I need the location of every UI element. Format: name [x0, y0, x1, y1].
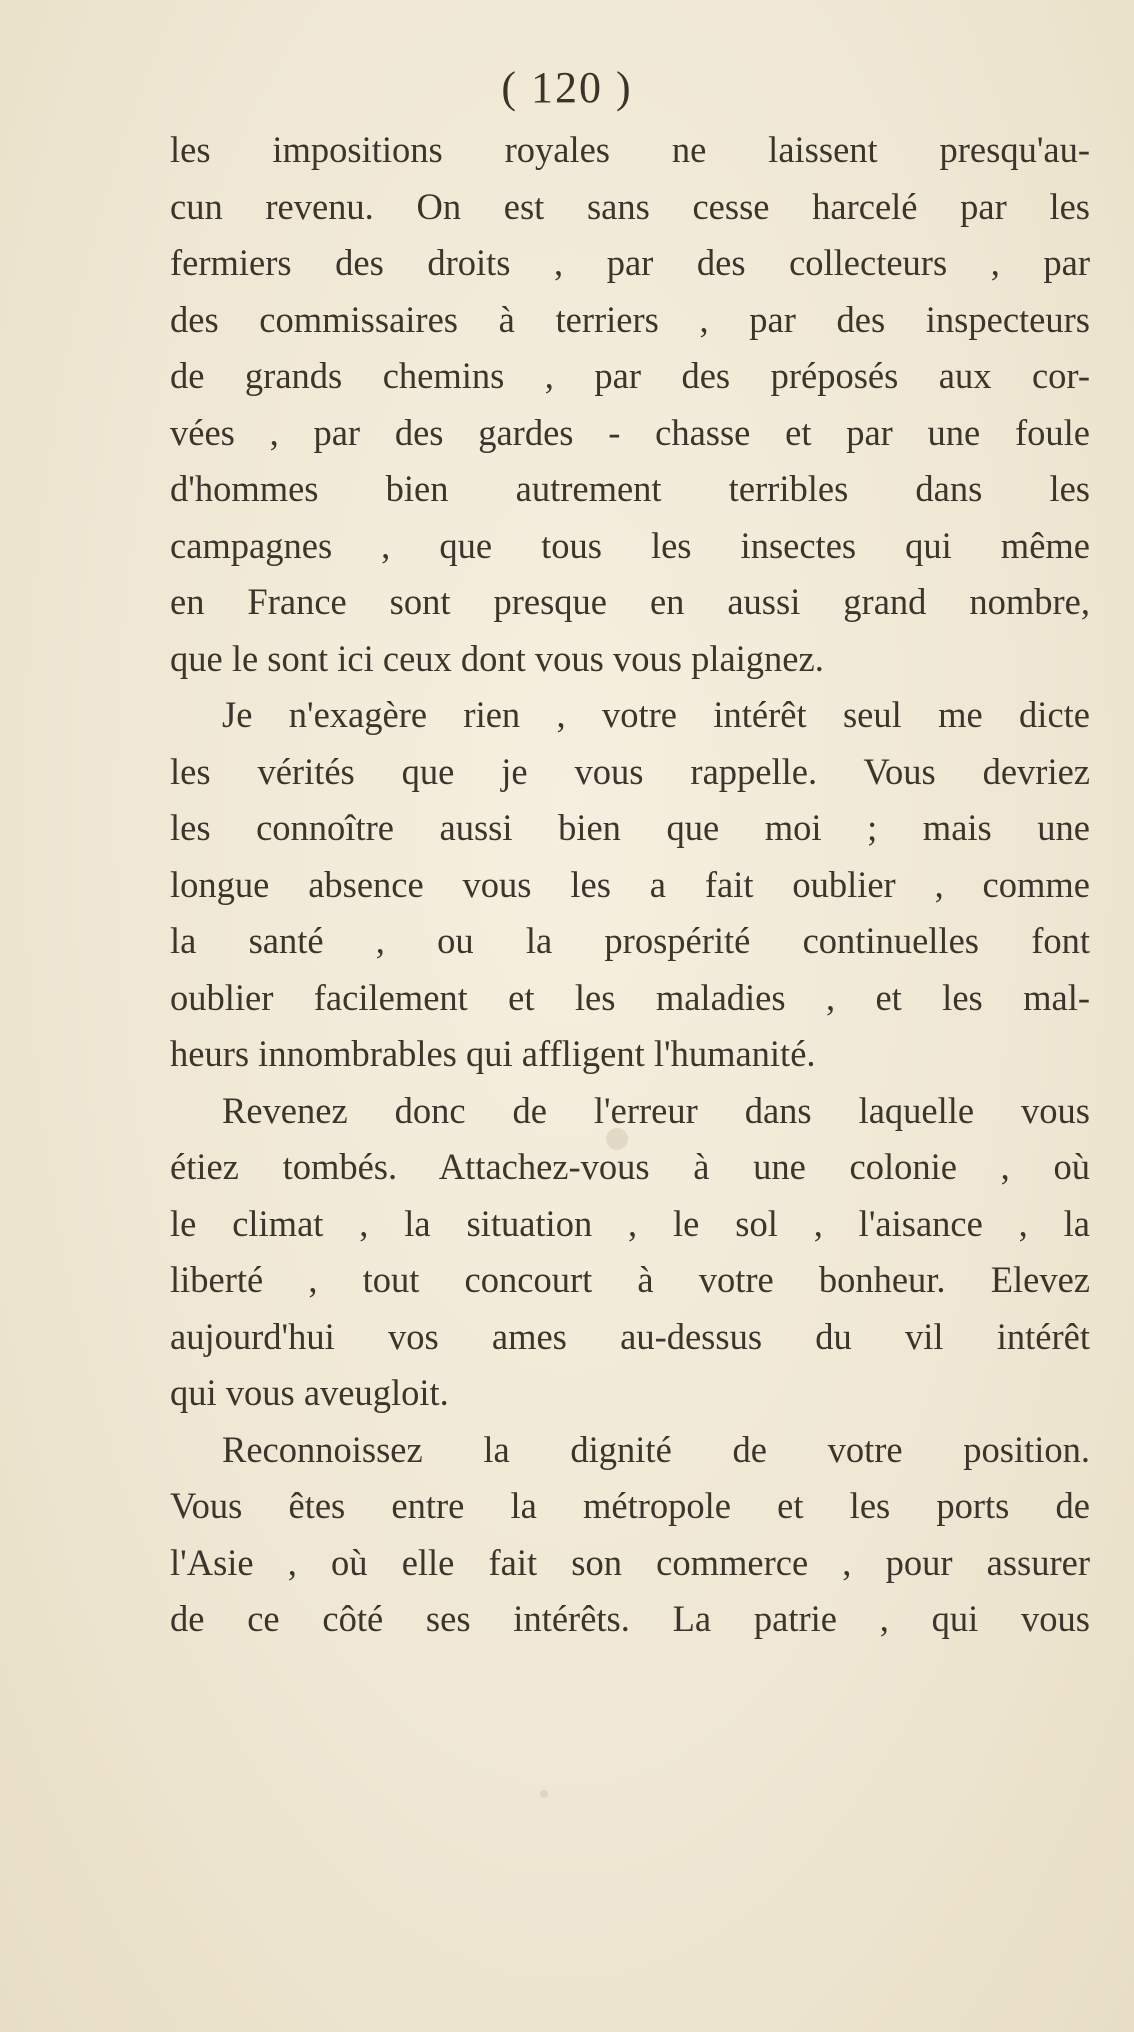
- text-line: d'hommes bien autrement terribles dans les: [170, 468, 1090, 509]
- text-line: cun revenu. On est sans cesse harcelé par les: [170, 185, 1090, 227]
- text-line: Vous êtes entre la métropole et les ports de: [170, 1485, 1090, 1526]
- text-line: la santé , ou la prospérité continuelles font: [170, 920, 1090, 961]
- text-line: en France sont presque en aussi grand nombre,: [170, 581, 1090, 622]
- text-line: heurs innombrables qui affligent l'humanité.: [170, 1033, 816, 1074]
- text-line: aujourd'hui vos ames au-dessus du vil intérêt: [170, 1315, 1090, 1357]
- text-line: vées , par des gardes - chasse et par une foule: [170, 411, 1090, 453]
- text-line: fermiers des droits , par des collecteurs , par: [170, 242, 1090, 283]
- page-number: ( 120 ): [501, 63, 633, 112]
- text-line: de ce côté ses intérêts. La patrie , qui vous: [170, 1598, 1090, 1639]
- text-line: oublier facilement et les maladies , et les mal-: [170, 976, 1090, 1018]
- text-line: l'Asie , où elle fait son commerce , pour assurer: [170, 1541, 1090, 1583]
- text-line: le climat , la situation , le sol , l'aisance , la: [170, 1202, 1090, 1244]
- text-line: longue absence vous les a fait oublier , comme: [170, 863, 1090, 905]
- text-line: qui vous aveugloit.: [170, 1372, 449, 1413]
- text-line: les vérités que je vous rappelle. Vous devriez: [170, 750, 1090, 792]
- text-line: Revenez donc de l'erreur dans laquelle vous: [222, 1089, 1090, 1131]
- text-line: des commissaires à terriers , par des inspecteurs: [170, 298, 1090, 340]
- paragraph: [170, 1422, 1090, 1648]
- text-line: de grands chemins , par des préposés aux cor-: [170, 355, 1090, 396]
- page-body: [170, 122, 1090, 1648]
- paragraph: [170, 1083, 1090, 1422]
- text-line: que le sont ici ceux dont vous vous plaignez.: [170, 637, 824, 679]
- text-line: les impositions royales ne laissent presqu'au-: [170, 129, 1090, 170]
- text-line: les connoître aussi bien que moi ; mais une: [170, 807, 1090, 848]
- paper-stain: [540, 1790, 548, 1798]
- text-line: liberté , tout concourt à votre bonheur. Elevez: [170, 1259, 1090, 1300]
- text-line: Je n'exagère rien , votre intérêt seul me dicte: [222, 694, 1090, 735]
- text-line: étiez tombés. Attachez-vous à une colonie , où: [170, 1146, 1090, 1187]
- text-line: Reconnoissez la dignité de votre position.: [222, 1428, 1090, 1470]
- paragraph: [170, 122, 1090, 687]
- paragraph: [170, 687, 1090, 1083]
- text-line: campagnes , que tous les insectes qui même: [170, 524, 1090, 566]
